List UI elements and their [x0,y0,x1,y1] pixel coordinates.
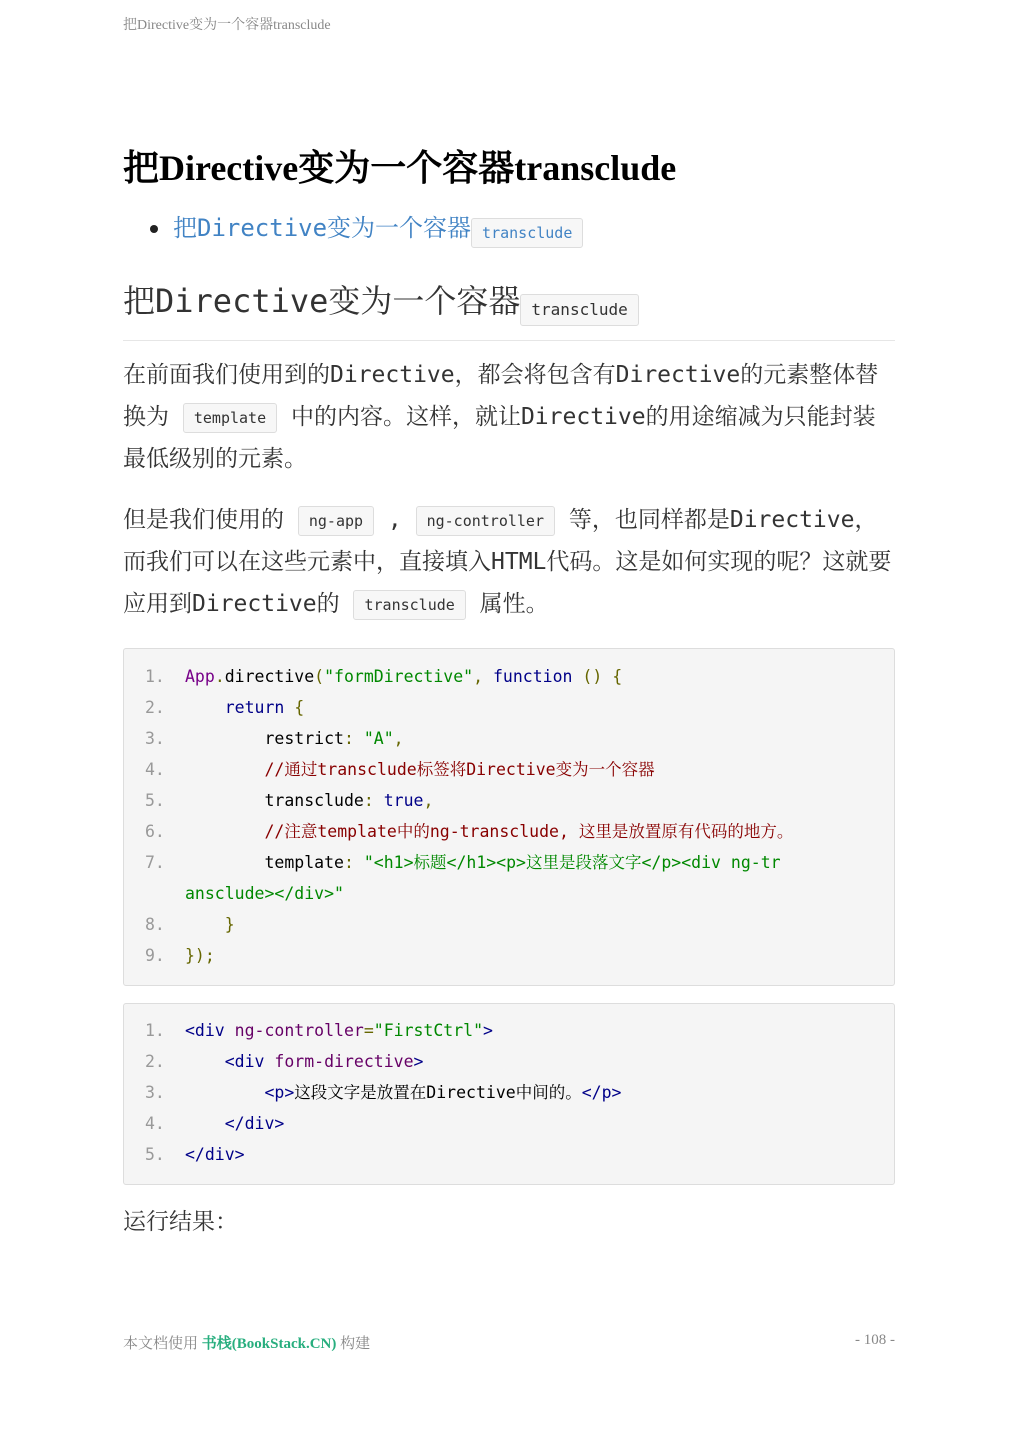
code-token: , [473,667,493,686]
code-line [124,754,894,785]
code-comment: //通过transclude标签将Directive变为一个容器 [185,760,655,779]
result-label: 运行结果： [123,1209,238,1235]
paragraph-intro [123,354,895,480]
code-token: "formDirective" [324,667,474,686]
line-number: 2. [145,698,165,717]
code-tag: > [413,1052,424,1071]
code-tag: <div [224,1052,265,1071]
code-token: = [363,1021,374,1040]
chapter-title: 把Directive变为一个容器transclude [123,148,677,188]
code-tag: </div> [224,1114,285,1133]
footer-prefix: 本文档使用 [123,1336,202,1352]
code-token: : [363,791,384,810]
line-number: 5. [145,791,165,810]
code-line [124,816,894,847]
code-token: }); [185,946,215,965]
line-number: 3. [145,1083,165,1102]
code-line [124,785,894,816]
bullet-icon [150,225,158,233]
code-line [124,723,894,754]
code-token: () { [572,667,623,686]
code-token [185,1114,225,1133]
code-token: { [284,698,305,717]
line-number: 5. [145,1145,165,1164]
footer-credit [123,1332,370,1353]
code-token: : [343,729,364,748]
code-token: , [423,791,434,810]
code-comment: //注意template中的ng-transclude, 这里是放置原有代码的地方。 [185,822,794,841]
code-tag: </p> [581,1083,622,1102]
line-number: 3. [145,729,165,748]
code-attr: form-directive [264,1052,414,1071]
code-line [124,1077,894,1108]
code-token [185,698,225,717]
code-token: template [185,853,344,872]
code-token [185,1052,225,1071]
line-number: 8. [145,915,165,934]
table-of-contents [123,210,583,248]
toc-link[interactable] [173,214,583,242]
code-token: } [185,915,235,934]
code-token: : [343,853,364,872]
code-line [124,909,894,940]
page-number: - 108 - [855,1332,895,1348]
code-line [124,1139,894,1170]
line-number: 7. [145,853,165,872]
code-block-html [123,1003,895,1185]
code-token: ( [314,667,325,686]
code-token [185,1083,264,1102]
code-line [124,692,894,723]
inline-code-ng-controller: ng-controller [416,506,555,536]
line-number: 9. [145,946,165,965]
code-token: return [224,698,285,717]
code-attr: ng-controller [224,1021,364,1040]
toc-link-text: 把Directive变为一个容器 [173,214,472,242]
code-token: function [492,667,573,686]
code-tag: <div [185,1021,225,1040]
para2-text-3: 等，也同样都是Directive，而我们可以在这些元素中，直接填入HTML代码。这是如何实现的呢？这就要应用到Directive的 [123,507,892,617]
code-token: restrict [185,729,344,748]
code-token: true [383,791,424,810]
code-token: 这段文字是放置在Directive中间的。 [294,1083,582,1102]
line-number: 4. [145,1114,165,1133]
para2-text-4: 属性。 [465,591,549,617]
code-tag: <p> [264,1083,295,1102]
code-line [124,661,894,692]
line-number: 2. [145,1052,165,1071]
code-token: . [214,667,225,686]
code-tag: > [483,1021,493,1040]
line-number: 4. [145,760,165,779]
code-token: transclude [185,791,364,810]
code-token: , [393,729,404,748]
line-number: 1. [145,1021,165,1040]
inline-code-ng-app: ng-app [298,506,374,536]
section-title-code: transclude [520,294,638,326]
inline-code-transclude: transclude [353,590,465,620]
code-line [124,940,894,971]
para1-text-after: 中的内容。这样，就让Directive的用途缩减为只能封装最低级别的元素。 [123,404,876,472]
section-title [123,276,895,341]
line-number: 6. [145,822,165,841]
code-token: App [185,667,215,686]
code-line [124,1108,894,1139]
inline-code-template: template [183,403,277,433]
code-block-js [123,648,895,986]
code-token: "FirstCtrl" [373,1021,484,1040]
footer-brand-link[interactable]: 书栈(BookStack.CN) [201,1336,337,1352]
code-tag: </div> [185,1145,245,1164]
code-token: directive [224,667,315,686]
paragraph-transclude [123,499,895,625]
running-header: 把Directive变为一个容器transclude [123,18,331,33]
code-line [124,1015,894,1046]
code-line [124,847,894,909]
code-token: "<h1>标题</h1><p>这里是段落文字</p><div ng-transclude></div>" [185,853,781,903]
para2-text-1: 但是我们使用的 [123,507,298,533]
code-token: "A" [363,729,394,748]
section-title-text: 把Directive变为一个容器 [123,282,521,320]
code-line [124,1046,894,1077]
footer-suffix: 构建 [336,1336,371,1352]
para1-text-before: 在前面我们使用到的Directive，都会将包含有Directive的元素整体替换为 [123,362,879,430]
para2-text-2: , [374,507,416,533]
toc-link-code: transclude [471,218,583,248]
toc-item [123,210,583,248]
line-number: 1. [145,667,165,686]
